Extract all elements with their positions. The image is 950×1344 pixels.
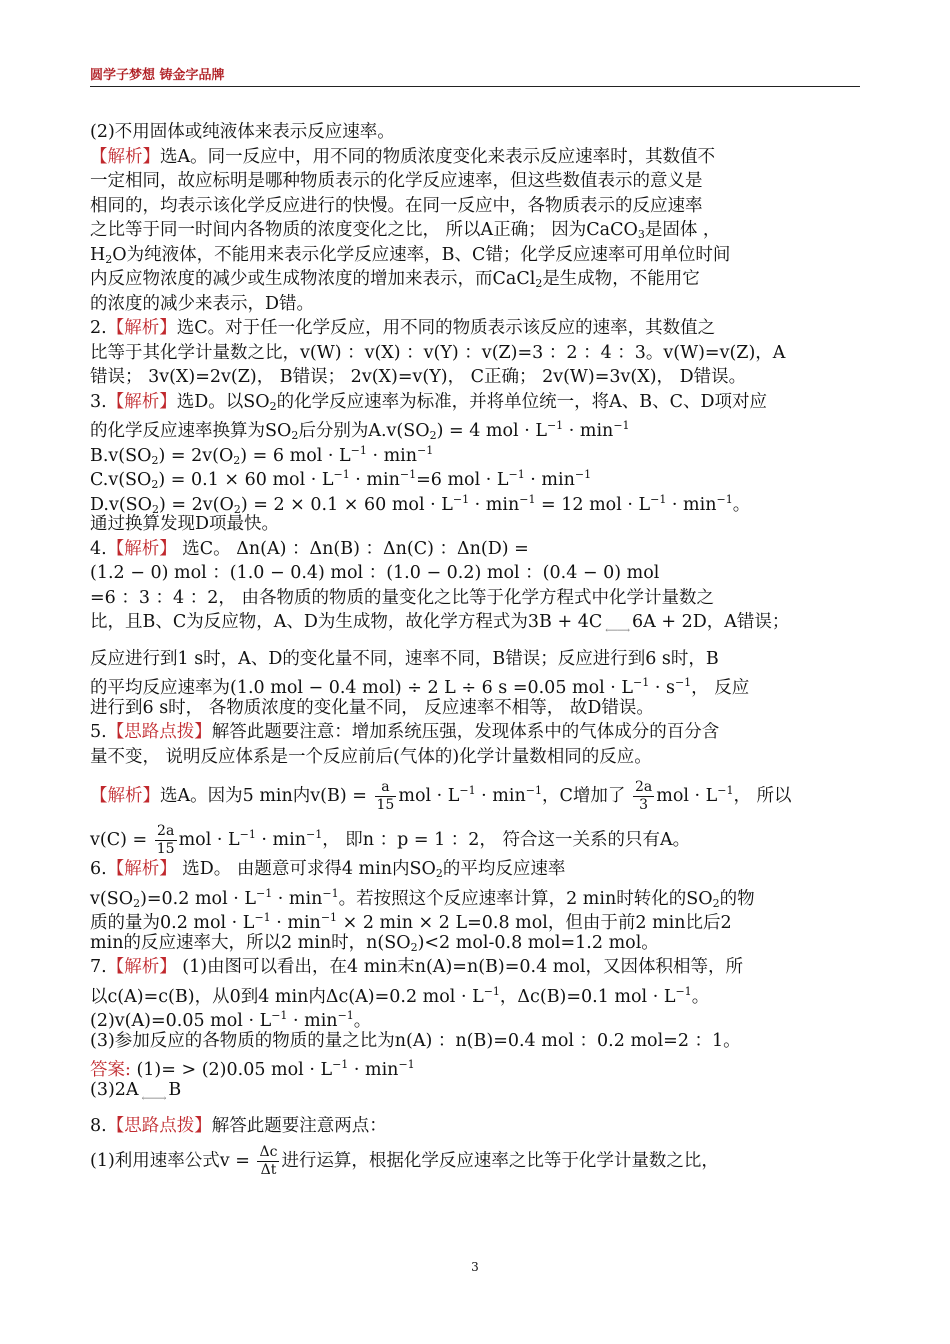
text-line xyxy=(90,194,862,219)
numerator: a xyxy=(375,779,397,797)
text: · min xyxy=(272,888,323,909)
superscript: −1 xyxy=(525,784,542,797)
subscript: 2 xyxy=(269,399,277,413)
superscript: −1 xyxy=(350,443,367,457)
text: ，Δc(B)=0.1 mol · L xyxy=(499,986,676,1007)
superscript: −1 xyxy=(398,1058,415,1071)
text: × 2 min × 2 L=0.8 mol，但由于前2 min比后2 xyxy=(337,913,732,933)
text: 后分别为A.v(SO xyxy=(298,421,430,441)
subscript: 2 xyxy=(410,940,418,954)
text: v(SO xyxy=(90,888,134,909)
text-line xyxy=(90,882,862,910)
page-number: 3 xyxy=(471,1260,479,1274)
subscript: 2 xyxy=(535,277,543,290)
text: ) = 4 mol · L xyxy=(436,421,547,441)
text-line xyxy=(90,463,862,491)
text: 6A + 2D，A错误； xyxy=(632,612,790,632)
text: 。若按照这个反应速率计算，2 min时转化的SO xyxy=(338,888,713,909)
superscript: −1 xyxy=(271,1009,288,1022)
superscript: −1 xyxy=(633,676,650,689)
text: mol · L xyxy=(178,830,240,850)
text-line xyxy=(90,537,862,562)
subscript: 2 xyxy=(233,453,241,467)
question-number: 7. xyxy=(90,957,107,977)
text: ) = 2v(O xyxy=(159,494,234,515)
text: 。 xyxy=(691,986,710,1007)
text: 选D。 由题意可求得4 min内SO xyxy=(176,859,436,879)
text: 量不变， 说明反应体系是一个反应前后(气体的)化学计量数相同的反应。 xyxy=(90,746,652,767)
text: )<2 mol-0.8 mol=1.2 mol。 xyxy=(417,932,659,953)
text-line xyxy=(90,980,862,1005)
text: 通过换算发现D项最快。 xyxy=(90,514,280,534)
superscript: −1 xyxy=(255,886,273,900)
text-line xyxy=(90,857,862,882)
denominator: 15 xyxy=(156,841,175,857)
text: 是固体 ， xyxy=(644,220,721,240)
text-line xyxy=(90,292,862,317)
subscript: 2 xyxy=(151,478,159,491)
header-rule xyxy=(90,86,860,87)
subscript: 2 xyxy=(233,502,241,516)
text-line xyxy=(90,316,862,341)
text-line xyxy=(90,1114,862,1139)
text: 一定相同，故应标明是哪种物质表示的化学反应速率，但这些数值表示的意义是 xyxy=(90,171,703,191)
superscript: −1 xyxy=(399,468,417,481)
text: 解答此题要注意：增加系统压强，发现体系中的气体成分的百分含 xyxy=(211,722,720,742)
text: · min xyxy=(255,830,306,850)
text: 比，且B、C为反应物，A、D为生成物，故化学方程式为3B + 4C xyxy=(90,612,603,632)
text: ，C增加了 xyxy=(541,786,626,806)
text-line xyxy=(90,561,862,586)
text: 质的量为0.2 mol · L xyxy=(90,913,255,933)
superscript: −1 xyxy=(613,419,630,432)
text: (3)参加反应的各物质的物质的量之比为n(A) ：n(B)=0.4 mol ：0.2 mol=2 ：1。 xyxy=(90,1030,741,1051)
text: 。 xyxy=(732,494,751,515)
superscript: −1 xyxy=(716,492,733,506)
text: ， 反应 xyxy=(691,678,750,698)
text-line xyxy=(90,218,862,243)
text: mol · L xyxy=(398,786,460,806)
spacer xyxy=(90,1102,862,1114)
text: 选C。 Δn(A) ：Δn(B) ：Δn(C) ：Δn(D) = xyxy=(176,538,529,559)
superscript: −1 xyxy=(650,492,667,506)
fraction xyxy=(633,779,654,814)
superscript: −1 xyxy=(332,1058,349,1071)
analysis-tag: 【解析】 xyxy=(106,391,177,412)
text: 相同的，均表示该化学反应进行的快慢。在同一反应中，各物质表示的反应速率 xyxy=(90,195,703,216)
analysis-tag: 【解析】 xyxy=(90,786,160,806)
text: min的反应速率大，所以2 min时，n(SO xyxy=(90,932,411,953)
text: ) = 2 × 0.1 × 60 mol · L xyxy=(240,494,453,515)
text: 解答此题要注意两点： xyxy=(211,1116,387,1136)
superscript: −1 xyxy=(417,443,434,457)
text: ) = 2v(O xyxy=(158,445,234,466)
text: (2)v(A)=0.05 mol · L xyxy=(90,1011,272,1031)
superscript: −1 xyxy=(239,828,256,841)
text: 的浓度的减少来表示，D错。 xyxy=(90,293,315,314)
text: 是生成物，不能用它 xyxy=(542,269,700,289)
text-line xyxy=(90,1139,862,1183)
superscript: −1 xyxy=(675,984,692,998)
numerator: 2a xyxy=(155,823,177,841)
text: 进行运算，根据化学反应速率之比等于化学计量数之比， xyxy=(281,1150,719,1171)
text-line xyxy=(90,610,862,635)
question-number: 4. xyxy=(90,538,107,559)
superscript: −1 xyxy=(546,419,564,432)
equilibrium-arrow-icon: ⟵⟶ xyxy=(141,1093,166,1104)
text: H xyxy=(90,244,106,265)
text: · min xyxy=(475,786,526,806)
superscript: −1 xyxy=(320,911,338,924)
text: 选D。以SO xyxy=(176,391,270,412)
text: ， 所以 xyxy=(733,786,792,806)
text-line xyxy=(90,745,862,770)
fraction xyxy=(257,1144,279,1179)
text: · min xyxy=(270,913,321,933)
text-line xyxy=(90,1004,862,1029)
text: v(C) = xyxy=(90,830,148,850)
superscript: −1 xyxy=(574,468,592,481)
text-line xyxy=(90,671,862,696)
text-line xyxy=(90,439,862,467)
text: 。 xyxy=(353,1011,372,1031)
text: (3)2A xyxy=(90,1079,139,1100)
text-line xyxy=(90,931,862,956)
text-line xyxy=(90,1053,862,1078)
superscript: −1 xyxy=(508,468,525,481)
text: · min xyxy=(287,1011,338,1031)
text: 选A。同一反应中，用不同的物质浓度变化来表示反应速率时，其数值不 xyxy=(160,146,716,167)
text: D.v(SO xyxy=(90,494,153,515)
superscript: −1 xyxy=(483,984,500,998)
text: 之比等于同一时间内各物质的浓度变化之比， 所以A正确； 因为CaCO xyxy=(90,220,638,240)
text: mol · L xyxy=(656,786,718,806)
superscript: −1 xyxy=(337,1009,354,1022)
numerator: 2a xyxy=(634,779,653,795)
text: · min xyxy=(349,470,400,490)
equilibrium-arrow-icon: ⟵⟶ xyxy=(605,626,630,636)
text: 选A。因为5 min内v(B) = xyxy=(160,786,367,806)
text-line xyxy=(90,120,862,145)
question-number: 3. xyxy=(90,391,107,412)
analysis-tag: 【解析】 xyxy=(90,146,160,167)
superscript: −1 xyxy=(306,828,323,841)
numerator: Δc xyxy=(259,1143,278,1160)
text-line xyxy=(90,1078,862,1103)
text: 反应进行到1 s时，A、D的变化量不同，速率不同，B错误；反应进行到6 s时，B xyxy=(90,648,719,669)
text: =6 mol · L xyxy=(416,470,509,490)
superscript: −1 xyxy=(459,784,476,797)
text-line xyxy=(90,365,862,390)
subscript: 2 xyxy=(152,502,160,516)
text: 以c(A)=c(B)，从0到4 min内Δc(A)=0.2 mol · L xyxy=(90,986,484,1007)
text: 选C。对于任一化学反应，用不同的物质表示该反应的速率，其数值之 xyxy=(176,318,716,338)
text: ) = 6 mol · L xyxy=(240,445,351,466)
text: 的化学反应速率换算为SO xyxy=(90,421,292,441)
text: 内反应物浓度的减少或生成物浓度的增加来表示，而CaCl xyxy=(90,269,536,289)
text-line xyxy=(90,1029,862,1054)
text-line xyxy=(90,955,862,980)
hint-tag: 【思路点拨】 xyxy=(106,722,212,742)
text: · min xyxy=(348,1060,399,1080)
text-line xyxy=(90,390,862,415)
spacer xyxy=(90,635,862,647)
text-line xyxy=(90,906,862,931)
text-line xyxy=(90,769,862,813)
text: =6 ：3 ：4 ：2， 由各物质的物质的量变化之比等于化学方程式中化学计量数之 xyxy=(90,587,714,608)
question-number: 5. xyxy=(90,722,107,742)
text-line xyxy=(90,414,862,442)
superscript: −1 xyxy=(254,911,271,924)
text: O为纯液体，不能用来表示化学反应速率，B、C错；化学反应速率可用单位时间 xyxy=(112,244,731,265)
text-line xyxy=(90,267,862,292)
question-number: 6. xyxy=(90,859,107,879)
answer-tag: 答案: xyxy=(90,1060,131,1080)
subscript: 2 xyxy=(291,429,299,442)
subscript: 2 xyxy=(435,867,443,880)
text: = 12 mol · L xyxy=(535,494,651,515)
analysis-tag: 【解析】 xyxy=(106,859,177,879)
superscript: −1 xyxy=(333,468,350,481)
superscript: −1 xyxy=(674,676,692,689)
text-line xyxy=(90,488,862,516)
subscript: 2 xyxy=(133,896,141,910)
text-line xyxy=(90,720,862,745)
text: ， 即n ：p = 1 ：2， 符合这一关系的只有A。 xyxy=(322,830,691,850)
text: · min xyxy=(366,445,418,466)
denominator: 15 xyxy=(376,797,395,813)
fraction xyxy=(375,779,397,814)
superscript: −1 xyxy=(322,886,339,900)
question-number: 8. xyxy=(90,1116,107,1136)
page-header: 圆学子梦想 铸金字品牌 xyxy=(90,68,225,83)
text: (1)利用速率公式v = xyxy=(90,1150,250,1171)
fraction xyxy=(155,823,177,858)
text: 进行到6 s时， 各物质浓度的变化量不同， 反应速率不相等， 故D错误。 xyxy=(90,697,654,718)
text-line xyxy=(90,813,862,857)
text: (1)由图可以看出，在4 min末n(A)=n(B)=0.4 mol，又因体积相等，所 xyxy=(176,957,744,977)
text-line xyxy=(90,145,862,170)
text: B.v(SO xyxy=(90,445,152,466)
text: B xyxy=(168,1079,182,1100)
denominator: Δt xyxy=(260,1161,277,1178)
analysis-tag: 【解析】 xyxy=(106,957,177,977)
text: 比等于其化学计量数之比，v(W) ：v(X) ：v(Y) ：v(Z)=3 ：2 ：4 ：3。v(W)=v(Z)，A xyxy=(90,342,786,363)
text-line xyxy=(90,512,862,537)
subscript: 3 xyxy=(637,228,645,241)
document-body xyxy=(90,120,862,1183)
subscript: 2 xyxy=(429,429,437,442)
superscript: −1 xyxy=(519,492,536,506)
denominator: 3 xyxy=(639,797,649,813)
text: 的物 xyxy=(719,888,755,909)
text: 的平均反应速率 xyxy=(442,859,566,879)
subscript: 2 xyxy=(105,252,113,266)
text-line xyxy=(90,696,862,721)
text: (1.2 − 0) mol ：(1.0 − 0.4) mol ：(1.0 − 0.2) mol ：(0.4 − 0) mol xyxy=(90,563,660,583)
text: · min xyxy=(469,494,520,515)
subscript: 2 xyxy=(712,896,720,910)
text-line xyxy=(90,243,862,268)
question-number: 2. xyxy=(90,318,107,338)
text: )=0.2 mol · L xyxy=(140,888,256,909)
text-line xyxy=(90,647,862,672)
text: · s xyxy=(649,678,675,698)
text: · min xyxy=(563,421,614,441)
text-line xyxy=(90,341,862,366)
text: (2)不用固体或纯液体来表示反应速率。 xyxy=(90,122,395,142)
text: 错误； 3v(X)=2v(Z)， B错误； 2v(X)=v(Y)， C正确； 2v(W)=3v(X)， D错误。 xyxy=(90,367,747,387)
hint-tag: 【思路点拨】 xyxy=(106,1116,212,1136)
superscript: −1 xyxy=(717,784,734,797)
superscript: −1 xyxy=(452,492,470,506)
analysis-tag: 【解析】 xyxy=(106,538,177,559)
text: 的化学反应速率为标准，并将单位统一，将A、B、C、D项对应 xyxy=(276,391,767,412)
text: 的平均反应速率为(1.0 mol − 0.4 mol) ÷ 2 L ÷ 6 s =0.05 mol · L xyxy=(90,678,634,698)
text: · min xyxy=(524,470,575,490)
text: · min xyxy=(666,494,717,515)
text: ) = 0.1 × 60 mol · L xyxy=(158,470,334,490)
analysis-tag: 【解析】 xyxy=(106,318,177,338)
text-line xyxy=(90,169,862,194)
text-line xyxy=(90,586,862,611)
text: C.v(SO xyxy=(90,470,152,490)
subscript: 2 xyxy=(151,453,159,467)
text: (1)= > (2)0.05 mol · L xyxy=(130,1060,333,1080)
